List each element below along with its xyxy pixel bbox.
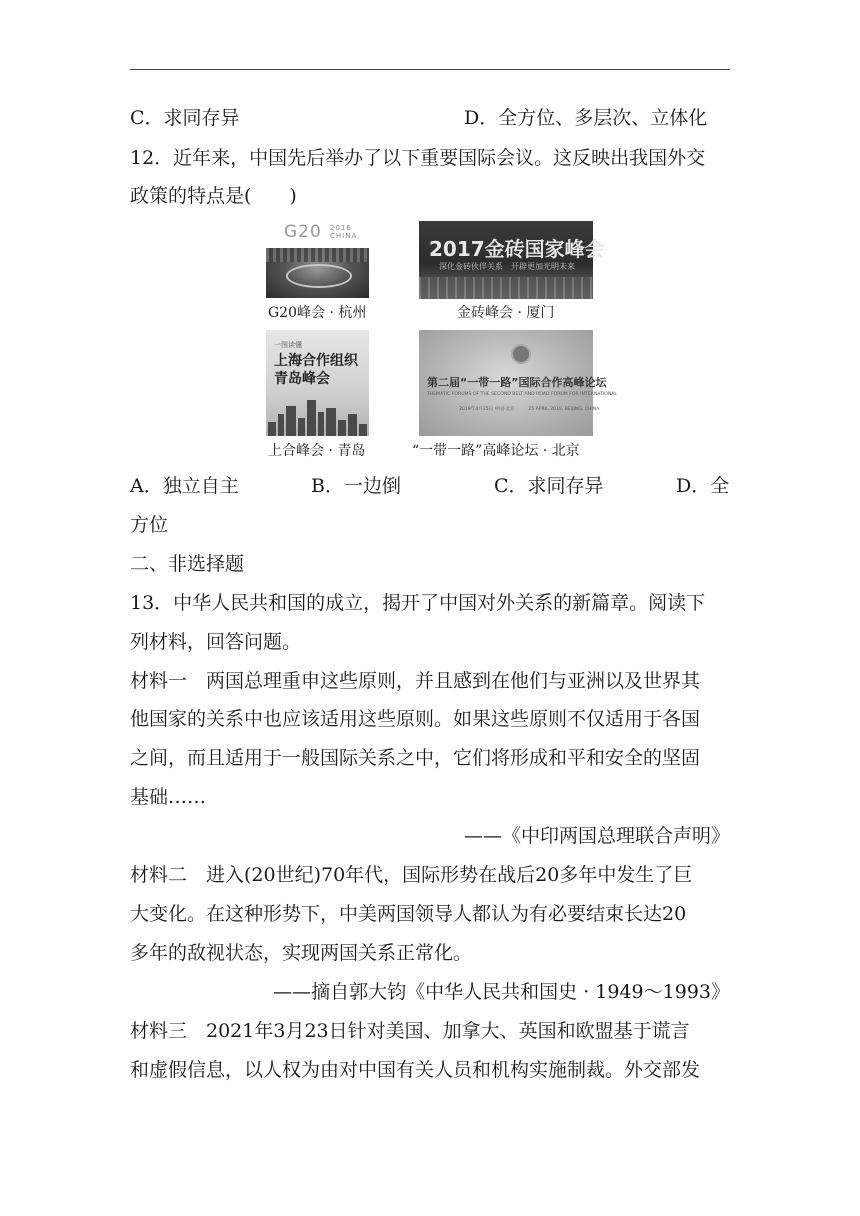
q12-option-c: C．求同存异 (494, 475, 604, 497)
material1-line1: 材料一 两国总理重申这些原则，并且感到在他们与亚洲以及世界其 (130, 670, 701, 692)
belt-road-forum-image: 第二届“一带一路”国际合作高峰论坛 THEMATIC FORUMS OF THE SECOND BELT AND ROAD FORUM FOR INTERNATIONAL 2019年4月25日 中国·北京 25 APRIL 2019, BEIJING, CHINA (419, 330, 593, 436)
brics-banner-subtitle: 深化金砖伙伴关系 开辟更加光明未来 (439, 262, 575, 271)
q12-stem-line2: 政策的特点是( ) (130, 185, 297, 207)
sco-caption: 上合峰会 · 青岛 (268, 443, 366, 459)
material2-source: ——摘自郭大钧《中华人民共和国史 · 1949～1993》 (273, 981, 730, 1003)
header-rule (130, 69, 730, 70)
section-heading: 二、非选择题 (130, 553, 245, 575)
brics-caption: 金砖峰会 · 厦门 (457, 305, 555, 321)
sco-title-line2: 青岛峰会 (274, 371, 330, 387)
q12-option-d: D．全 (676, 475, 730, 497)
g20-summit-image (266, 220, 369, 298)
g20-caption: G20峰会 · 杭州 (268, 305, 367, 321)
material1-line3: 之间，而且适用于一般国际关系之中，它们将形成和平和安全的坚固 (130, 747, 701, 769)
material3-line2: 和虚假信息，以人权为由对中国有关人员和机构实施制裁。外交部发 (130, 1059, 701, 1081)
material1-source: ——《中印两国总理联合声明》 (463, 825, 730, 847)
material1-line2: 他国家的关系中也应该适用这些原则。如果这些原则不仅适用于各国 (130, 708, 701, 730)
forum-title: 第二届“一带一路”国际合作高峰论坛 (427, 376, 607, 389)
brics-banner-title: 2017金砖国家峰会 (429, 237, 605, 261)
q12-option-d-wrap: 方位 (130, 514, 169, 536)
material2-line3: 多年的敌视状态，实现两国关系正常化。 (130, 942, 473, 964)
g20-logo: G20 2016 CHINA (284, 222, 358, 242)
brics-summit-image (419, 221, 605, 299)
material1-line4: 基础…… (130, 786, 207, 808)
material2-line2: 大变化。在这种形势下，中美两国领导人都认为有必要结束长达20 (130, 903, 687, 925)
sco-summit-image: 一图读懂 上海合作组织 青岛峰会 (266, 330, 369, 436)
q11-option-c: C．求同存异 (130, 107, 240, 129)
forum-emblem-icon (511, 344, 531, 364)
q13-stem-line1: 13．中华人民共和国的成立，揭开了中国对外关系的新篇章。阅读下 (130, 592, 706, 614)
city-skyline-icon (266, 396, 369, 436)
q12-option-a: A．独立自主 (130, 475, 239, 497)
q13-stem-line2: 列材料，回答问题。 (130, 631, 302, 653)
material3-line1: 材料三 2021年3月23日针对美国、加拿大、英国和欧盟基于谎言 (130, 1020, 690, 1042)
q12-stem-line1: 12．近年来，中国先后举办了以下重要国际会议。这反映出我国外交 (130, 147, 706, 169)
q12-option-b: B．一边倒 (311, 475, 401, 497)
material2-line1: 材料二 进入(20世纪)70年代，国际形势在战后20多年中发生了巨 (130, 864, 693, 886)
q11-option-d: D．全方位、多层次、立体化 (464, 107, 708, 129)
bri-caption: “一带一路”高峰论坛 · 北京 (412, 443, 580, 459)
sco-title-line1: 上海合作组织 (274, 353, 358, 369)
